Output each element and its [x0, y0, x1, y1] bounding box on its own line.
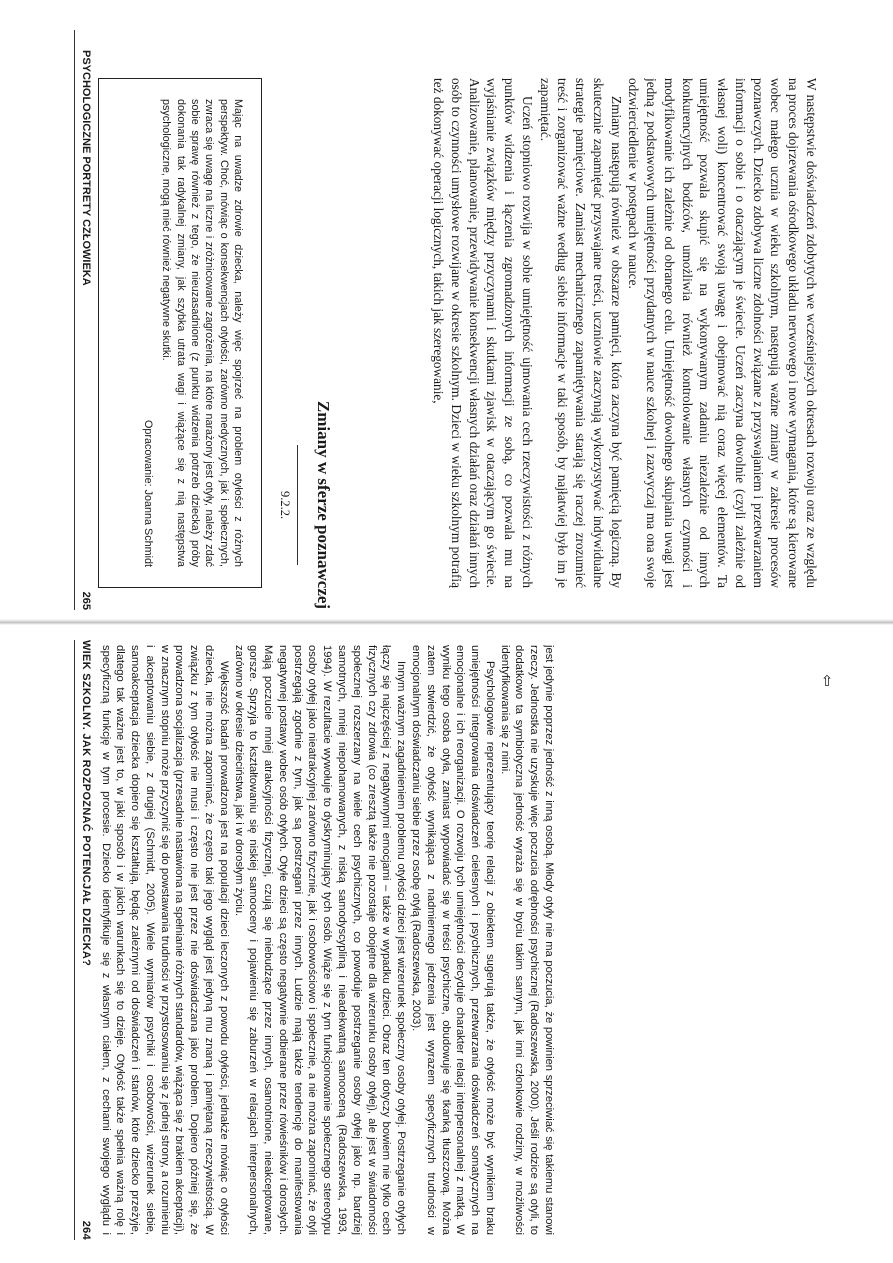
right-paragraph: Zmiany następują również w obszarze pamięci, która zaczyna być pamięcią logiczną. By skutecznie zapamiętać przyswajane treści, uczniowie zaczynają wykorzystywać indywidualne strategie pamięciowe. Zamiast mechanicznego zapamiętywania starają się raczej zrozumieć treść i zorganizować ważne według siebie informacje w taki sposób, by najłatwiej było im je zapamiętać. [537, 78, 624, 588]
arrow-up-icon: ⇧ [820, 672, 834, 690]
right-running-title: PSYCHOLOGICZNE PORTRETY CZŁOWIEKA [80, 50, 92, 286]
left-page-number: 264 [80, 1220, 92, 1240]
left-paragraph: Psychologowie reprezentujący teorię relacji z obiektem sugerują także, że otyłość może być wynikiem braku umiejętności integrowania doświadczeń cielesnych i psychicznych, przetwarzania doświadczeń somatycznych na emocjonalne i ich reorganizacji. O rozwoju tych umiejętności decyduje charakter relacji interpersonalnej z matką. W wyniku tego osoba otyła, zamiast wypowiadać się w treści psychiczne, obudowuje się tkanką tłuszczową. Można zatem stwierdzić, że otyłość wynikająca z nadmiernego jedzenia jest wyrazem specyficznych trudności w emocjonalnym doświadczaniu siebie przez osobę otyłą (Radoszewska, 2003). [409, 645, 496, 1235]
summary-box-text: Mając na uwadze zdrowie dziecka, należy więc spojrzeć na problem otyłości z różnych perspektyw. Choć, mówiąc o konsekwencjach otyłości, zarówno medycznych, jak i społecznych, zwraca się uwagę na liczne i zróżnicowane zagrożenia, na które narażony jest otyły, należy zdać sobie sprawę również z tego, że nieuzasadnione (z punktu widzenia potrzeb dziecka) próby dokonania tak radykalnej zmiany, jak szybka utrata wagi i wiążące się z nią następstwa psychologiczne, mogą mieć również negatywne skutki. [160, 99, 244, 567]
section-number: 9.2.2. [278, 490, 292, 520]
left-running-header [70, 640, 92, 1240]
book-gutter [0, 619, 893, 625]
right-header-rule [74, 30, 75, 610]
right-paragraph: Uczeń stopniowo rozwija w sobie umiejętność ujmowania cech rzeczywistości z różnych punktów widzenia i łączenia zgromadzonych informacji ze sobą, co pozwala mu na wyjaśnianie związków między przyczynami i skutkami zjawisk w otaczającym go świecie. Analizowanie, planowanie, przewidywanie konsekwencji własnych działań oraz działań innych osób to czynności umysłowe rozwijane w okresie szkolnym. Dzieci w wieku szkolnym potrafią też dokonywać operacji logicznych, takich jak szeregowanie, [431, 78, 535, 588]
left-running-title: WIEK SZKOLNY. JAK ROZPOZNAĆ POTENCJAŁ DZIECKA? [80, 640, 92, 967]
summary-box-author: Opracowanie: Joanna Schmidt [141, 419, 154, 567]
right-page-body [356, 78, 820, 588]
left-paragraph: jest jedynie poprzez jedność z inną osobą. Młody otyły nie ma poczucia, że powinien sprzeciwiać się takiemu stanowi rzeczy. Jednostka nie uzyskuje więc poczucia odrębności psychicznej (Radoszewska, 2000). Jeśli rodzice są otyli, to dodatkowo ta symbiotyczna jedność wyraża się w byciu takim samym, jak inni członkowie rodziny, w możliwości identyfikowania się z nimi. [498, 645, 555, 1235]
left-paragraph: Innym ważnym zagadnieniem problemu otyłości dzieci jest wizerunek społeczny osoby otyłej. Postrzeganie otyłych łączy się najczęściej z negatywnymi emocjami – także w wypadku dzieci. Obraz ten dotyczy bowiem nie tylko cech fizycznych czy zdrowia (co zresztą także nie pozostaje obojętne dla wizerunku osoby otyłej), ale jest w świadomości społecznej rozszerzany na wiele cech psychicznych, co powoduje postrzeganie osoby otyłej jako np. bardziej samotnych, mniej niepohamowanych, z niską samodyscypliną i nieadekwatną samooceną (Radoszewska, 1993, 1994). W rezultacie wywołuje to dyskryminujący tych osób. Wiąże się z tym funkcjonowanie społecznego stereotypu osoby otyłej jako nieatrakcyjnej zarówno fizycznie, jak i osobowościowo i społecznie, a nie można zapominać, że otyli postrzegają zgodnie z tym, jak są postrzegani przez innych. Ludzie mają także tendencję do manifestowania negatywnej postawy wobec osób otyłych. Otyłe dzieci są często negatywnie odbierane przez rówieśników i dorosłych. Mają poczucie mniej atrakcyjności fizycznej, czują się niebudzące przez innych, osamotnione, nieakceptowane, gorsze. Sprzyja to kształtowaniu się niskiej samooceny i pojawieniu się zaburzeń w relacjach interpersonalnych, zarówno w okresie dzieciństwa, jak i w dorosłym życiu. [232, 645, 408, 1235]
left-paragraph: Większość badań prowadzona jest na populacji dzieci leczonych z powodu otyłości, jednakże mówiąc o otyłości dziecka, nie można zapominać, że często taki jego wygląd jest jedyną mu znaną i pamiętaną rzeczywistością. W związku z tym otyłość nie musi i często nie jest przez nie doświadczana jako problem. Dopiero później się, że prowadzona socjalizacja (przesadnie nastawiona na spełnianie różnych standardów, wiążąca się z brakiem akceptacji), w znacznym stopniu może przyczynić się do powstawania trudności w przystosowaniu się z jednej strony, a rozumieniu i akceptowaniu siebie, z drugiej (Schmidt, 2005). Wiele wymiarów psychiki i osobowości, wizerunek siebie, samoakceptacja dziecka dopiero się kształtują, będąc zależnymi od doświadczeń i stanów, które dziecko przeżyje, dlatego tak ważne jest to, w jaki sposób i w jakich warunkach się to dzieje. Otyłość także spełnia ważną rolę i specyficzną funkcję w tym procesie. Dziecko identyfikuje się z własnym ciałem, z cechami swojego wyglądu i [99, 645, 230, 1235]
right-running-header [70, 30, 92, 610]
section-title: Zmiany w sferze poznawczej [314, 400, 333, 610]
summary-box [98, 78, 262, 588]
right-page-number: 265 [80, 591, 92, 610]
section-rule [297, 445, 298, 565]
left-header-rule [74, 640, 75, 1240]
right-paragraph: W następstwie doświadczeń zdobytych we wcześniejszych okresach rozwoju oraz ze względu na proces dojrzewania ośrodkowego układu nerwowego i nowe wymagania, które są kierowane wobec małego ucznia w wieku szkolnym, następują ważne zmiany w zakresie procesów poznawczych. Dziecko zdobywa liczne zdolności związane z przyswajaniem i przetwarzaniem informacji o sobie i o otaczającym je świecie. Uczeń zaczyna dowolnie (czyli zależnie od własnej woli) koncentrować swoją uwagę i obejmować nią coraz więcej elementów. Ta umiejętność pozwala skupić się na wykonywanym zadaniu niezależnie od innych konkurencyjnych bodźców, umożliwia również kontrolowanie własnych czynności i modyfikowanie ich zależnie od obranego celu. Umiejętność dowolnego skupiania uwagi jest jedną z podstawowych umiejętności przydatnych w nauce szkolnej i zazwyczaj ma ona swoje odzwierciedlenie w postępach w nauce. [626, 78, 819, 588]
